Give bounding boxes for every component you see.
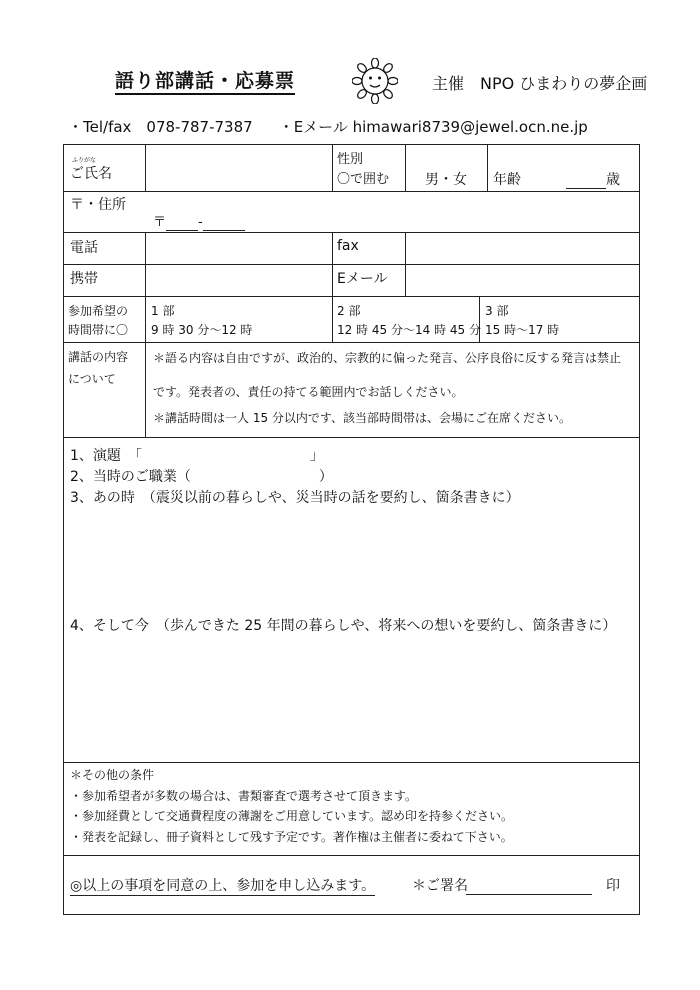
form-title: 語り部講話・応募票 [115, 70, 295, 95]
question-occupation: 2、当時のご職業（ ） [70, 469, 333, 485]
condition-item: ・参加希望者が多数の場合は、書類審査で選考させて頂きます。 [70, 789, 418, 803]
phone-field[interactable] [146, 233, 331, 263]
contact-email: ・Eメール himawari8739@jewel.ocn.ne.jp [278, 118, 588, 136]
email-label: Eメール [337, 271, 388, 287]
email-field[interactable] [406, 265, 638, 295]
content-label-2: について [68, 372, 116, 386]
gender-label: 性別 [337, 152, 364, 167]
age-unit: 歳 [606, 172, 620, 188]
postal-dash: - [198, 215, 203, 230]
slot-time: 15 時～17 時 [485, 323, 560, 337]
age-label: 年齢 [493, 172, 521, 188]
name-ruby: ふりがな [72, 157, 97, 164]
seal-mark: 印 [606, 878, 620, 894]
name-field[interactable] [146, 145, 331, 191]
content-rule: です。発表者の、責任の持てる範囲内でお話しください。 [153, 385, 464, 399]
content-rule: ＊講話時間は一人 15 分以内です、該当部時間帯は、会場にご在席ください。 [153, 411, 571, 425]
phone-label: 電話 [70, 240, 98, 256]
now-answer-area[interactable] [70, 640, 630, 755]
content-label: 講話の内容 [68, 350, 129, 364]
sunflower-logo [352, 58, 398, 104]
slot-name: 1 部 [151, 304, 175, 318]
slot-option-3[interactable] [480, 297, 638, 341]
occupation-input[interactable] [200, 466, 325, 486]
name-label: ご氏名 [70, 166, 112, 182]
content-rule: ＊語る内容は自由ですが、政治的、宗教的に偏った発言、公序良俗に反する発言は禁止 [153, 351, 622, 365]
title-input[interactable] [160, 444, 330, 464]
gender-options[interactable]: 男・女 [425, 172, 467, 188]
slot-name: 2 部 [337, 304, 361, 318]
signature-label: ＊ご署名 [412, 878, 468, 894]
slot-label: 参加希望の [68, 304, 129, 318]
postal-mark: 〒 [153, 215, 167, 230]
question-title: 1、演題 「 」 [70, 448, 324, 464]
fax-label: fax [337, 238, 359, 254]
address-label: 〒・住所 [70, 197, 126, 213]
gender-instruction: 〇で囲む [337, 172, 390, 187]
slot-name: 3 部 [485, 304, 509, 318]
fax-field[interactable] [406, 233, 638, 263]
condition-item: ・発表を記録し、冊子資料として残す予定です。著作権は主催者に委ねて下さい。 [70, 830, 513, 844]
question-then: 3、あの時 （震災以前の暮らしや、災当時の話を要約し、箇条書きに） [70, 490, 520, 506]
postal-code-field[interactable] [153, 215, 245, 231]
contact-tel: ・Tel/fax 078-787-7387 [68, 118, 253, 136]
condition-item: ・参加経費として交通費程度の薄謝をご用意しています。認め印を持参ください。 [70, 809, 514, 823]
agreement-statement: ◎以上の事項を同意の上、参加を申し込みます。 [70, 878, 376, 894]
slot-time: 9 時 30 分～12 時 [151, 323, 253, 337]
mobile-label: 携帯 [70, 271, 98, 287]
slot-label-2: 時間帯に〇 [68, 323, 129, 337]
question-now: 4、そして今 （歩んできた 25 年間の暮らしや、将来への想いを要約し、箇条書きに） [70, 618, 617, 634]
age-field[interactable] [566, 171, 620, 189]
organizer: 主催 NPO ひまわりの夢企画 [432, 74, 648, 93]
slot-time: 12 時 45 分～14 時 45 分 [337, 323, 481, 337]
address-field[interactable] [250, 195, 635, 231]
conditions-heading: ＊その他の条件 [70, 768, 155, 782]
slot-option-1[interactable] [146, 297, 331, 341]
contact-line [68, 117, 588, 137]
then-answer-area[interactable] [70, 510, 630, 610]
slot-option-2[interactable] [333, 297, 481, 341]
mobile-field[interactable] [146, 265, 331, 295]
signature-field[interactable] [466, 876, 592, 895]
